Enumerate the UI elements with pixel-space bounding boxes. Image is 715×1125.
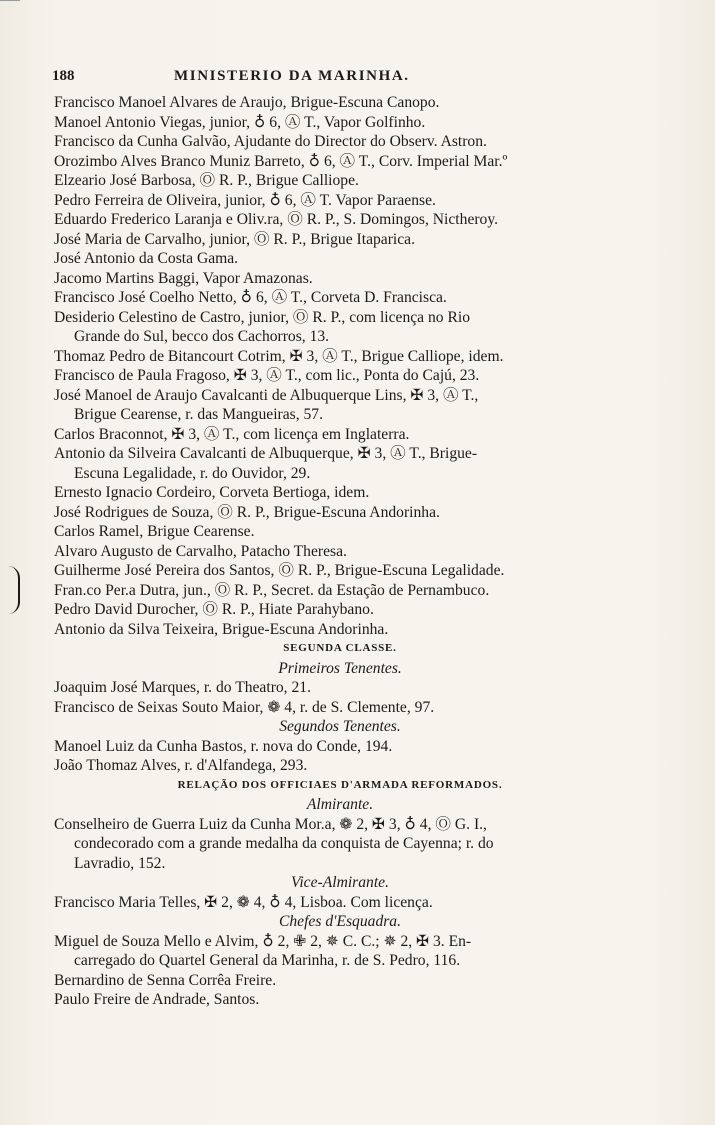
text-line: Paulo Freire de Andrade, Santos.: [54, 991, 260, 1008]
rank-heading: Segundos Tenentes.: [279, 718, 401, 735]
text-line: Manoel Luiz da Cunha Bastos, r. nova do Conde, 194.: [54, 737, 393, 755]
page-header: [52, 68, 624, 92]
continuation-line: Escuna Legalidade, r. do Ouvidor, 29.: [74, 464, 311, 482]
margin-bracket-mark: [8, 566, 20, 614]
officer-list: [54, 93, 626, 1010]
continuation-line: condecorado com a grande medalha da conquista de Cayenna; r. do: [74, 835, 494, 852]
running-head: MINISTERIO DA MARINHA.: [174, 68, 410, 84]
text-line: Miguel de Souza Mello e Alvim, ♁ 2, ✙ 2, ✵ C. C.; ✵ 2, ✠ 3. En-: [54, 932, 472, 950]
text-line: Antonio da Silveira Cavalcanti de Albuquerque, ✠ 3, Ⓐ T., Brigue-: [54, 445, 478, 462]
rank-heading: Primeiros Tenentes.: [278, 659, 402, 677]
text-line: Pedro Ferreira de Oliveira, junior, ♁ 6, Ⓐ T. Vapor Paraense.: [54, 191, 436, 209]
text-line: Fran.co Per.a Dutra, jun., Ⓞ R. P., Secret. da Estação de Pernambuco.: [54, 581, 490, 599]
text-line: José Rodrigues de Souza, Ⓞ R. P., Brigue-Escuna Andorinha.: [54, 503, 440, 521]
text-line: José Antonio da Costa Gama.: [54, 250, 239, 267]
text-line: Manoel Antonio Viegas, junior, ♁ 6, Ⓐ T., Vapor Golfinho.: [54, 113, 426, 131]
text-line: Ernesto Ignacio Cordeiro, Corveta Bertioga, idem.: [54, 484, 370, 501]
section-heading: RELAÇÃO DOS OFFICIAES D'ARMADA REFORMADOS.: [177, 778, 503, 791]
text-line: Bernardino de Senna Corrêa Freire.: [54, 971, 277, 989]
text-line: Desiderio Celestino de Castro, junior, Ⓞ R. P., com licença no Rio: [54, 308, 471, 326]
continuation-line: carregado do Quartel General da Marinha, r. de S. Pedro, 116.: [74, 952, 461, 969]
text-line: Carlos Braconnot, ✠ 3, Ⓐ T., com licença em Inglaterra.: [54, 425, 410, 443]
continuation-line: Brigue Cearense, r. das Mangueiras, 57.: [74, 406, 323, 423]
page-number: 188: [52, 68, 75, 84]
text-line: Joaquim José Marques, r. do Theatro, 21.: [54, 679, 311, 696]
text-line: Francisco José Coelho Netto, ♁ 6, Ⓐ T., Corveta D. Francisca.: [54, 289, 447, 306]
rank-heading: Chefes d'Esquadra.: [278, 913, 402, 930]
text-line: Francisco de Seixas Souto Maior, ❁ 4, r. de S. Clemente, 97.: [54, 698, 435, 716]
text-line: Orozimbo Alves Branco Muniz Barreto, ♁ 6, Ⓐ T., Corv. Imperial Mar.º: [54, 152, 508, 170]
text-line: Conselheiro de Guerra Luiz da Cunha Mor.a, ❁ 2, ✠ 3, ♁ 4, Ⓞ G. I.,: [54, 815, 487, 833]
text-line: José Maria de Carvalho, junior, Ⓞ R. P., Brigue Itaparica.: [54, 230, 415, 248]
text-line: Francisco de Paula Fragoso, ✠ 3, Ⓐ T., com lic., Ponta do Cajú, 23.: [54, 367, 480, 384]
text-line: Eduardo Frederico Laranja e Oliv.ra, Ⓞ R. P., S. Domingos, Nictheroy.: [54, 211, 499, 228]
text-line: Francisco Manoel Alvares de Araujo, Brigue-Escuna Canopo.: [54, 94, 440, 111]
text-line: Pedro David Durocher, Ⓞ R. P., Hiate Parahybano.: [54, 601, 374, 618]
text-line: Alvaro Augusto de Carvalho, Patacho Theresa.: [54, 542, 347, 560]
rank-heading: Vice-Almirante.: [290, 874, 389, 891]
text-line: João Thomaz Alves, r. d'Alfandega, 293.: [54, 757, 308, 774]
text-line: José Manoel de Araujo Cavalcanti de Albuquerque Lins, ✠ 3, Ⓐ T.,: [54, 386, 479, 404]
scan-edge-mark: [0, 0, 20, 1]
text-line: Thomaz Pedro de Bitancourt Cotrim, ✠ 3, Ⓐ T., Brigue Calliope, idem.: [54, 347, 504, 365]
continuation-line: Grande do Sul, becco dos Cachorros, 13.: [74, 328, 330, 345]
text-line: Francisco da Cunha Galvão, Ajudante do Director do Observ. Astron.: [54, 133, 487, 150]
text-line: Antonio da Silva Teixeira, Brigue-Escuna Andorinha.: [54, 620, 389, 638]
text-line: Jacomo Martins Baggi, Vapor Amazonas.: [54, 269, 313, 287]
text-line: Francisco Maria Telles, ✠ 2, ❁ 4, ♁ 4, Lisboa. Com licença.: [54, 893, 433, 911]
text-line: Carlos Ramel, Brigue Cearense.: [54, 523, 255, 540]
section-heading: SEGUNDA CLASSE.: [283, 642, 397, 654]
text-line: Elzeario José Barbosa, Ⓞ R. P., Brigue Calliope.: [54, 172, 359, 189]
rank-heading: Almirante.: [306, 796, 374, 813]
text-line: Guilherme José Pereira dos Santos, Ⓞ R. P., Brigue-Escuna Legalidade.: [54, 562, 505, 579]
continuation-line: Lavradio, 152.: [74, 854, 166, 872]
